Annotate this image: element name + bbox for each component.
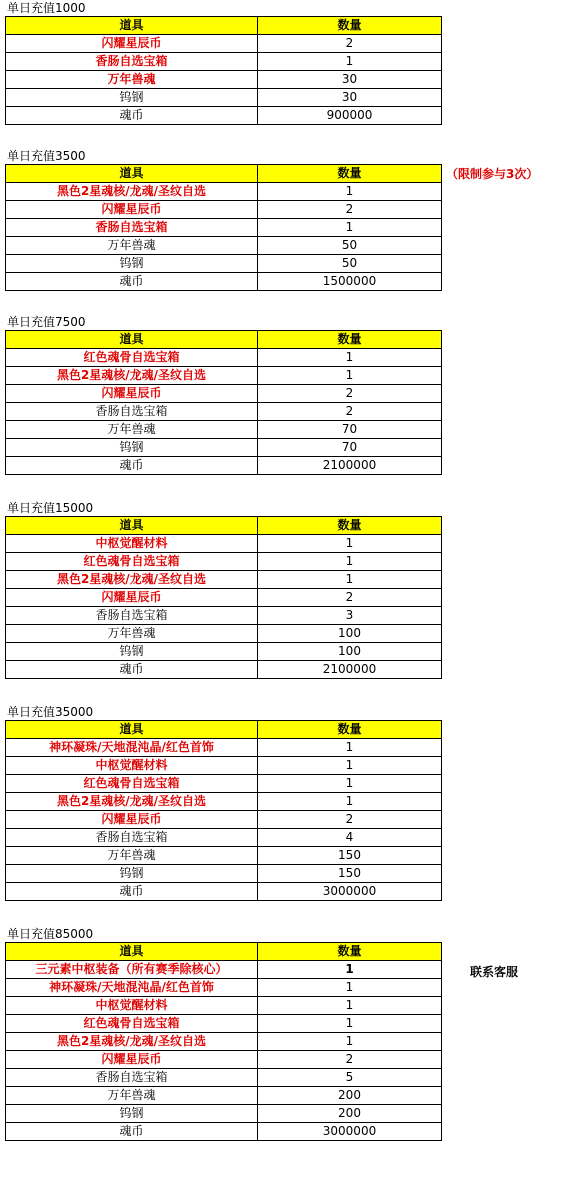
quantity-cell: 3000000 [258,883,442,901]
item-name-cell: 闪耀星辰币 [6,385,258,403]
table-row [6,625,442,643]
item-name-cell: 闪耀星辰币 [6,811,258,829]
table-row [6,201,442,219]
quantity-cell: 2 [258,811,442,829]
item-name-cell: 三元素中枢装备（所有赛季除核心） [6,961,258,979]
table-header-row [6,721,442,739]
table-row [6,1033,442,1051]
table-row [6,107,442,125]
table-row [6,273,442,291]
quantity-cell: 50 [258,255,442,273]
reward-table [5,164,442,291]
item-name-cell: 黑色2星魂核/龙魂/圣纹自选 [6,571,258,589]
contact-support-note: 联系客服 [470,965,519,979]
table-row [6,553,442,571]
table-row [6,829,442,847]
column-header-item: 道具 [6,943,258,961]
item-name-cell: 魂币 [6,661,258,679]
quantity-cell: 1 [258,757,442,775]
table-row [6,535,442,553]
quantity-cell: 1 [258,219,442,237]
section-title: 单日充值85000 [7,927,94,941]
table-row [6,883,442,901]
section-title: 单日充值15000 [7,501,94,515]
table-row [6,847,442,865]
quantity-cell: 30 [258,89,442,107]
reward-table [5,942,442,1141]
table-row [6,183,442,201]
reward-table [5,16,442,125]
quantity-cell: 3 [258,607,442,625]
item-name-cell: 红色魂骨自选宝箱 [6,775,258,793]
table-row [6,757,442,775]
recharge-section [5,926,442,1141]
quantity-cell: 1 [258,535,442,553]
quantity-cell: 2 [258,1051,442,1069]
table-row [6,661,442,679]
table-row [6,1123,442,1141]
item-name-cell: 闪耀星辰币 [6,589,258,607]
item-name-cell: 香肠自选宝箱 [6,403,258,421]
table-header-row [6,165,442,183]
table-row [6,961,442,979]
item-name-cell: 中枢觉醒材料 [6,535,258,553]
item-name-cell: 红色魂骨自选宝箱 [6,349,258,367]
table-header-row [6,943,442,961]
column-header-qty: 数量 [258,721,442,739]
item-name-cell: 万年兽魂 [6,71,258,89]
table-row [6,403,442,421]
item-name-cell: 黑色2星魂核/龙魂/圣纹自选 [6,183,258,201]
item-name-cell: 黑色2星魂核/龙魂/圣纹自选 [6,793,258,811]
recharge-section [5,0,442,125]
recharge-section [5,704,442,901]
quantity-cell: 200 [258,1105,442,1123]
item-name-cell: 黑色2星魂核/龙魂/圣纹自选 [6,1033,258,1051]
item-name-cell: 神环凝珠/天地混沌晶/红色首饰 [6,979,258,997]
table-row [6,439,442,457]
quantity-cell: 1 [258,997,442,1015]
column-header-qty: 数量 [258,517,442,535]
item-name-cell: 魂币 [6,883,258,901]
table-row [6,1105,442,1123]
item-name-cell: 中枢觉醒材料 [6,757,258,775]
quantity-cell: 1 [258,793,442,811]
item-name-cell: 魂币 [6,107,258,125]
item-name-cell: 魂币 [6,273,258,291]
quantity-cell: 2100000 [258,661,442,679]
quantity-cell: 900000 [258,107,442,125]
column-header-qty: 数量 [258,165,442,183]
quantity-cell: 1 [258,739,442,757]
item-name-cell: 中枢觉醒材料 [6,997,258,1015]
item-name-cell: 钨钢 [6,255,258,273]
quantity-cell: 1 [258,1015,442,1033]
table-row [6,979,442,997]
quantity-cell: 30 [258,71,442,89]
table-row [6,811,442,829]
column-header-qty: 数量 [258,17,442,35]
quantity-cell: 150 [258,847,442,865]
quantity-cell: 1 [258,961,442,979]
reward-table [5,516,442,679]
quantity-cell: 1 [258,979,442,997]
table-row [6,89,442,107]
item-name-cell: 香肠自选宝箱 [6,53,258,71]
quantity-cell: 1 [258,53,442,71]
quantity-cell: 3000000 [258,1123,442,1141]
recharge-section [5,500,442,679]
item-name-cell: 魂币 [6,457,258,475]
item-name-cell: 万年兽魂 [6,625,258,643]
table-row [6,219,442,237]
quantity-cell: 5 [258,1069,442,1087]
item-name-cell: 钨钢 [6,89,258,107]
quantity-cell: 1 [258,553,442,571]
quantity-cell: 100 [258,625,442,643]
column-header-item: 道具 [6,517,258,535]
item-name-cell: 万年兽魂 [6,847,258,865]
table-row [6,1015,442,1033]
table-row [6,775,442,793]
table-row [6,53,442,71]
recharge-section [5,314,442,475]
quantity-cell: 2 [258,201,442,219]
quantity-cell: 1 [258,367,442,385]
item-name-cell: 闪耀星辰币 [6,201,258,219]
item-name-cell: 闪耀星辰币 [6,35,258,53]
quantity-cell: 70 [258,421,442,439]
quantity-cell: 150 [258,865,442,883]
table-row [6,1087,442,1105]
table-row [6,367,442,385]
column-header-item: 道具 [6,17,258,35]
column-header-qty: 数量 [258,943,442,961]
section-title: 单日充值3500 [7,149,86,163]
section-title: 单日充值1000 [7,1,86,15]
table-row [6,865,442,883]
item-name-cell: 钨钢 [6,1105,258,1123]
quantity-cell: 4 [258,829,442,847]
item-name-cell: 红色魂骨自选宝箱 [6,553,258,571]
quantity-cell: 1 [258,571,442,589]
quantity-cell: 1500000 [258,273,442,291]
column-header-qty: 数量 [258,331,442,349]
item-name-cell: 万年兽魂 [6,1087,258,1105]
section-title: 单日充值35000 [7,705,94,719]
quantity-cell: 2 [258,35,442,53]
table-row [6,385,442,403]
table-row [6,35,442,53]
table-row [6,607,442,625]
table-row [6,643,442,661]
quantity-cell: 200 [258,1087,442,1105]
table-row [6,421,442,439]
table-header-row [6,331,442,349]
table-row [6,349,442,367]
quantity-cell: 2 [258,385,442,403]
item-name-cell: 香肠自选宝箱 [6,607,258,625]
limit-note: （限制参与3次） [446,167,539,181]
quantity-cell: 1 [258,349,442,367]
quantity-cell: 70 [258,439,442,457]
table-header-row [6,517,442,535]
item-name-cell: 钨钢 [6,439,258,457]
table-header-row [6,17,442,35]
item-name-cell: 万年兽魂 [6,237,258,255]
item-name-cell: 红色魂骨自选宝箱 [6,1015,258,1033]
column-header-item: 道具 [6,331,258,349]
table-row [6,237,442,255]
table-row [6,739,442,757]
item-name-cell: 万年兽魂 [6,421,258,439]
table-row [6,571,442,589]
table-row [6,1069,442,1087]
quantity-cell: 50 [258,237,442,255]
quantity-cell: 1 [258,183,442,201]
quantity-cell: 1 [258,1033,442,1051]
column-header-item: 道具 [6,721,258,739]
table-row [6,589,442,607]
item-name-cell: 香肠自选宝箱 [6,1069,258,1087]
table-row [6,71,442,89]
item-name-cell: 香肠自选宝箱 [6,219,258,237]
quantity-cell: 2 [258,589,442,607]
item-name-cell: 神环凝珠/天地混沌晶/红色首饰 [6,739,258,757]
item-name-cell: 闪耀星辰币 [6,1051,258,1069]
quantity-cell: 2100000 [258,457,442,475]
section-title: 单日充值7500 [7,315,86,329]
table-row [6,997,442,1015]
item-name-cell: 香肠自选宝箱 [6,829,258,847]
table-row [6,1051,442,1069]
table-row [6,793,442,811]
item-name-cell: 钨钢 [6,865,258,883]
item-name-cell: 钨钢 [6,643,258,661]
column-header-item: 道具 [6,165,258,183]
quantity-cell: 2 [258,403,442,421]
recharge-section [5,148,442,291]
item-name-cell: 魂币 [6,1123,258,1141]
quantity-cell: 1 [258,775,442,793]
reward-table [5,720,442,901]
quantity-cell: 100 [258,643,442,661]
reward-table [5,330,442,475]
table-row [6,457,442,475]
table-row [6,255,442,273]
item-name-cell: 黑色2星魂核/龙魂/圣纹自选 [6,367,258,385]
